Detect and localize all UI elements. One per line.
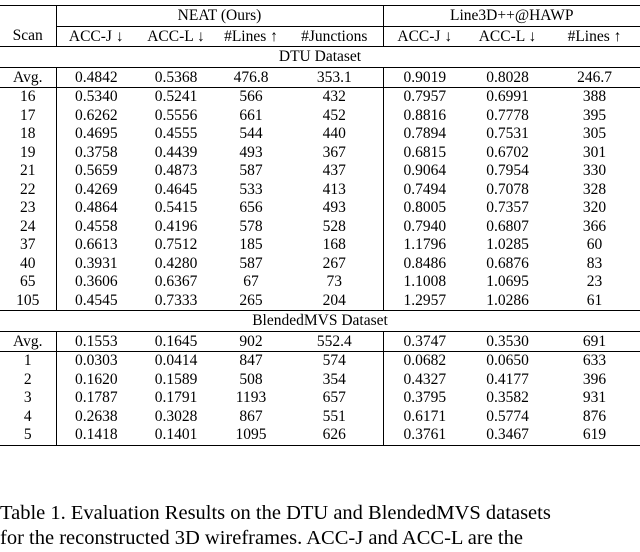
cell-neat-acc-l: 0.4873 — [154, 162, 198, 179]
cell-line3d-acc-j: 0.0682 — [383, 352, 466, 371]
cell-neat-acc-j: 0.4545 — [74, 291, 118, 309]
cell-line3d-lines: 876 — [582, 407, 607, 425]
cell-neat-lines: 67 — [243, 273, 259, 290]
cell-neat-acc-l: 0.4439 — [154, 143, 198, 161]
cell-neat-junctions: 493 — [322, 199, 346, 216]
cell-scan: 18 — [0, 125, 56, 144]
cell-neat-acc-j: 0.4864 — [74, 199, 118, 216]
cell-line3d-acc-j: 0.9019 — [383, 67, 466, 88]
cell-scan: 37 — [0, 236, 56, 255]
dtu-scan-row — [0, 255, 640, 274]
cell-neat-acc-j: 0.5659 — [74, 162, 118, 179]
cell-neat-acc-l: 0.7333 — [154, 291, 198, 309]
cell-line3d-lines: 633 — [582, 352, 607, 369]
cell-neat-junctions: 168 — [322, 236, 346, 253]
dtu-average-row — [0, 67, 640, 88]
cell-line3d-lines: 330 — [582, 162, 607, 179]
cell-neat-acc-l: 0.5415 — [154, 199, 198, 216]
column-header-line3d-acc-j: ACC-J ↓ — [383, 26, 466, 47]
cell-neat-acc-l: 0.6367 — [154, 273, 198, 290]
dtu-scan-row — [0, 273, 640, 292]
cell-scan: 40 — [0, 255, 56, 274]
dtu-scan-row — [0, 292, 640, 311]
cell-neat-lines: 476.8 — [216, 67, 286, 88]
cell-neat-junctions: 657 — [322, 389, 346, 406]
dtu-scan-row — [0, 88, 640, 107]
cell-line3d-acc-l: 1.0286 — [486, 291, 529, 309]
dtu-scan-row — [0, 236, 640, 255]
blendedmvs-scan-row — [0, 426, 640, 445]
cell-neat-junctions: 204 — [322, 291, 346, 309]
blendedmvs-scan-row — [0, 352, 640, 371]
dtu-scan-row — [0, 162, 640, 181]
cell-neat-lines: 587 — [239, 254, 263, 272]
dtu-title-row — [0, 47, 640, 68]
cell-neat-junctions: 353.1 — [286, 67, 383, 88]
cell-neat-junctions: 551 — [322, 407, 346, 425]
cell-scan: Avg. — [0, 67, 56, 88]
cell-line3d-acc-l: 0.6991 — [486, 88, 529, 105]
cell-neat-acc-j: 0.4842 — [56, 67, 136, 88]
cell-neat-acc-l: 0.3028 — [154, 407, 198, 425]
cell-line3d-acc-j: 0.6171 — [383, 408, 466, 427]
cell-line3d-acc-l: 0.7954 — [486, 162, 529, 179]
cell-neat-junctions: 528 — [322, 217, 346, 235]
column-header-neat-lines: #Lines ↑ — [224, 27, 278, 45]
cell-neat-acc-l: 0.5241 — [154, 88, 198, 105]
cell-line3d-acc-j: 0.7894 — [383, 125, 466, 144]
cell-neat-acc-j: 0.2638 — [74, 407, 118, 425]
cell-neat-acc-l: 0.7512 — [154, 236, 198, 253]
cell-neat-acc-l: 0.1645 — [136, 331, 216, 352]
cell-neat-acc-j: 0.3606 — [74, 273, 118, 290]
cell-neat-lines: 533 — [239, 180, 263, 198]
cell-scan: Avg. — [0, 331, 56, 352]
cell-neat-lines: 544 — [239, 125, 263, 142]
cell-line3d-lines: 619 — [549, 426, 640, 445]
cell-neat-acc-l: 0.1401 — [136, 426, 216, 445]
dtu-scan-row — [0, 181, 640, 200]
cell-neat-acc-l: 0.4280 — [154, 254, 198, 272]
cell-line3d-acc-l: 0.5774 — [486, 407, 529, 425]
cell-neat-acc-j: 0.1418 — [56, 426, 136, 445]
cell-neat-lines: 661 — [239, 106, 263, 124]
cell-neat-acc-l: 0.1589 — [154, 370, 198, 388]
cell-neat-lines: 867 — [239, 407, 263, 425]
column-header-row — [0, 26, 640, 47]
cell-line3d-acc-j: 0.3747 — [383, 331, 466, 352]
cell-line3d-acc-j: 0.3795 — [383, 389, 466, 408]
cell-neat-lines: 508 — [239, 370, 263, 388]
cell-neat-acc-j: 0.4269 — [74, 180, 118, 198]
cell-neat-acc-l: 0.5556 — [154, 106, 198, 124]
cell-neat-junctions: 440 — [322, 125, 346, 142]
cell-line3d-lines: 60 — [586, 236, 603, 253]
cell-neat-acc-l: 0.4196 — [154, 217, 198, 235]
dtu-scan-row — [0, 199, 640, 218]
cell-scan: 24 — [0, 218, 56, 237]
cell-neat-lines: 185 — [239, 236, 263, 253]
cell-neat-acc-l: 0.4645 — [154, 180, 198, 198]
group-header-row — [0, 6, 640, 27]
cell-line3d-acc-l: 0.7357 — [486, 199, 529, 216]
cell-neat-acc-j: 0.6262 — [74, 106, 118, 124]
cell-scan: 105 — [0, 292, 56, 311]
cell-line3d-acc-l: 0.6807 — [486, 217, 529, 235]
cell-scan: 4 — [0, 408, 56, 427]
cell-line3d-acc-l: 0.3530 — [466, 331, 549, 352]
cell-neat-acc-j: 0.3931 — [74, 254, 118, 272]
cell-neat-junctions: 437 — [322, 162, 346, 179]
cell-scan: 22 — [0, 181, 56, 200]
cell-neat-acc-l: 0.4555 — [154, 125, 198, 142]
blendedmvs-section — [0, 311, 640, 446]
cell-line3d-lines: 396 — [582, 370, 607, 388]
column-header-line3d-acc-l: ACC-L ↓ — [478, 27, 537, 45]
blendedmvs-scan-row — [0, 408, 640, 427]
dtu-scan-row — [0, 125, 640, 144]
cell-line3d-acc-l: 0.7078 — [486, 180, 529, 198]
cell-line3d-acc-j: 1.2957 — [383, 292, 466, 311]
cell-neat-junctions: 367 — [322, 143, 346, 161]
cell-neat-acc-j: 0.1620 — [74, 370, 118, 388]
column-header-neat-acc-j: ACC-J ↓ — [68, 27, 124, 45]
cell-neat-lines: 1095 — [216, 426, 286, 445]
cell-neat-lines: 587 — [239, 162, 263, 179]
cell-line3d-lines: 301 — [582, 143, 607, 161]
cell-line3d-lines: 395 — [582, 106, 607, 124]
cell-line3d-lines: 366 — [582, 217, 607, 235]
cell-line3d-acc-j: 0.7494 — [383, 181, 466, 200]
cell-scan: 65 — [0, 273, 56, 292]
cell-neat-junctions: 354 — [322, 370, 346, 388]
cell-neat-junctions: 452 — [322, 106, 346, 124]
cell-neat-lines: 578 — [239, 217, 263, 235]
group-header-line3d: Line3D++@HAWP — [383, 6, 640, 27]
cell-line3d-lines: 246.7 — [549, 67, 640, 88]
cell-neat-acc-j: 0.0303 — [74, 352, 118, 369]
cell-neat-acc-j: 0.3758 — [74, 143, 118, 161]
cell-neat-acc-j: 0.1553 — [56, 331, 136, 352]
column-header-neat-junctions: #Junctions — [301, 27, 368, 45]
cell-line3d-lines: 305 — [582, 125, 607, 142]
group-header-neat: NEAT (Ours) — [56, 6, 383, 27]
blendedmvs-title-row — [0, 311, 640, 332]
cell-neat-acc-l: 0.5368 — [136, 67, 216, 88]
column-header-line3d-lines: #Lines ↑ — [567, 27, 622, 45]
cell-line3d-acc-l: 0.4177 — [486, 370, 529, 388]
dtu-scan-row — [0, 218, 640, 237]
cell-neat-junctions: 413 — [322, 180, 346, 198]
dtu-scan-row — [0, 107, 640, 126]
dtu-section-title: DTU Dataset — [0, 47, 640, 68]
cell-line3d-lines: 61 — [586, 291, 603, 309]
cell-line3d-acc-j: 0.3761 — [383, 426, 466, 445]
cell-line3d-acc-l: 0.7531 — [486, 125, 529, 142]
caption-line-1: Table 1. Evaluation Results on the DTU and BlendedMVS datasets — [0, 502, 551, 524]
dtu-section — [0, 47, 640, 311]
cell-line3d-lines: 328 — [582, 180, 607, 198]
header-blank — [0, 6, 56, 27]
cell-line3d-acc-j: 0.8816 — [383, 107, 466, 126]
cell-neat-junctions: 574 — [322, 352, 346, 369]
cell-neat-lines: 566 — [239, 88, 263, 105]
dtu-scan-row — [0, 144, 640, 163]
cell-line3d-acc-j: 0.9064 — [383, 162, 466, 181]
cell-line3d-lines: 83 — [586, 254, 603, 272]
cell-scan: 19 — [0, 144, 56, 163]
table-caption — [0, 501, 640, 551]
cell-line3d-acc-l: 0.3582 — [486, 389, 529, 406]
cell-neat-junctions: 626 — [286, 426, 383, 445]
cell-line3d-lines: 388 — [582, 88, 607, 105]
cell-line3d-acc-j: 0.8486 — [383, 255, 466, 274]
cell-neat-acc-j: 0.1787 — [74, 389, 118, 406]
cell-scan: 16 — [0, 88, 56, 107]
blendedmvs-scan-row — [0, 389, 640, 408]
cell-scan: 2 — [0, 371, 56, 390]
cell-line3d-acc-j: 0.8005 — [383, 199, 466, 218]
caption-line-2: for the reconstructed 3D wireframes. ACC-J and ACC-L are the — [0, 527, 523, 549]
cell-scan: 23 — [0, 199, 56, 218]
cell-neat-acc-j: 0.4695 — [74, 125, 118, 142]
cell-neat-junctions: 73 — [326, 273, 342, 290]
cell-line3d-acc-j: 0.6815 — [383, 144, 466, 163]
cell-neat-lines: 847 — [239, 352, 263, 369]
cell-line3d-acc-l: 1.0695 — [486, 273, 529, 290]
cell-line3d-acc-j: 1.1796 — [383, 236, 466, 255]
cell-line3d-acc-l: 0.6702 — [486, 143, 529, 161]
cell-line3d-lines: 931 — [582, 389, 607, 406]
blendedmvs-scan-row — [0, 371, 640, 390]
cell-line3d-acc-l: 0.8028 — [466, 67, 549, 88]
cell-line3d-lines: 691 — [549, 331, 640, 352]
cell-neat-lines: 902 — [216, 331, 286, 352]
cell-neat-lines: 656 — [239, 199, 263, 216]
blendedmvs-section-title: BlendedMVS Dataset — [0, 311, 640, 332]
cell-neat-acc-j: 0.6613 — [74, 236, 118, 253]
cell-scan: 21 — [0, 162, 56, 181]
cell-line3d-lines: 320 — [582, 199, 607, 216]
cell-neat-acc-l: 0.0414 — [154, 352, 198, 369]
column-header-scan: Scan — [0, 26, 56, 47]
cell-line3d-acc-l: 1.0285 — [486, 236, 529, 253]
cell-line3d-acc-l: 0.7778 — [486, 106, 529, 124]
cell-line3d-acc-l: 0.0650 — [486, 352, 529, 369]
cell-line3d-acc-l: 0.3467 — [466, 426, 549, 445]
cell-scan: 1 — [0, 352, 56, 371]
cell-line3d-acc-j: 0.4327 — [383, 371, 466, 390]
cell-line3d-acc-j: 0.7957 — [383, 88, 466, 107]
cell-line3d-acc-j: 1.1008 — [383, 273, 466, 292]
cell-line3d-acc-l: 0.6876 — [486, 254, 529, 272]
cell-neat-junctions: 552.4 — [286, 331, 383, 352]
cell-neat-acc-l: 0.1791 — [154, 389, 198, 406]
cell-line3d-lines: 23 — [586, 273, 603, 290]
results-table — [0, 5, 640, 446]
cell-neat-lines: 493 — [239, 143, 263, 161]
cell-scan: 17 — [0, 107, 56, 126]
cell-neat-junctions: 432 — [322, 88, 346, 105]
column-header-neat-acc-l: ACC-L ↓ — [147, 27, 205, 45]
cell-neat-lines: 1193 — [235, 389, 267, 406]
cell-scan: 3 — [0, 389, 56, 408]
cell-neat-acc-j: 0.4558 — [74, 217, 118, 235]
cell-neat-lines: 265 — [239, 291, 263, 309]
cell-neat-junctions: 267 — [322, 254, 346, 272]
blendedmvs-average-row — [0, 331, 640, 352]
cell-line3d-acc-j: 0.7940 — [383, 218, 466, 237]
cell-scan: 5 — [0, 426, 56, 445]
cell-neat-acc-j: 0.5340 — [74, 88, 118, 105]
